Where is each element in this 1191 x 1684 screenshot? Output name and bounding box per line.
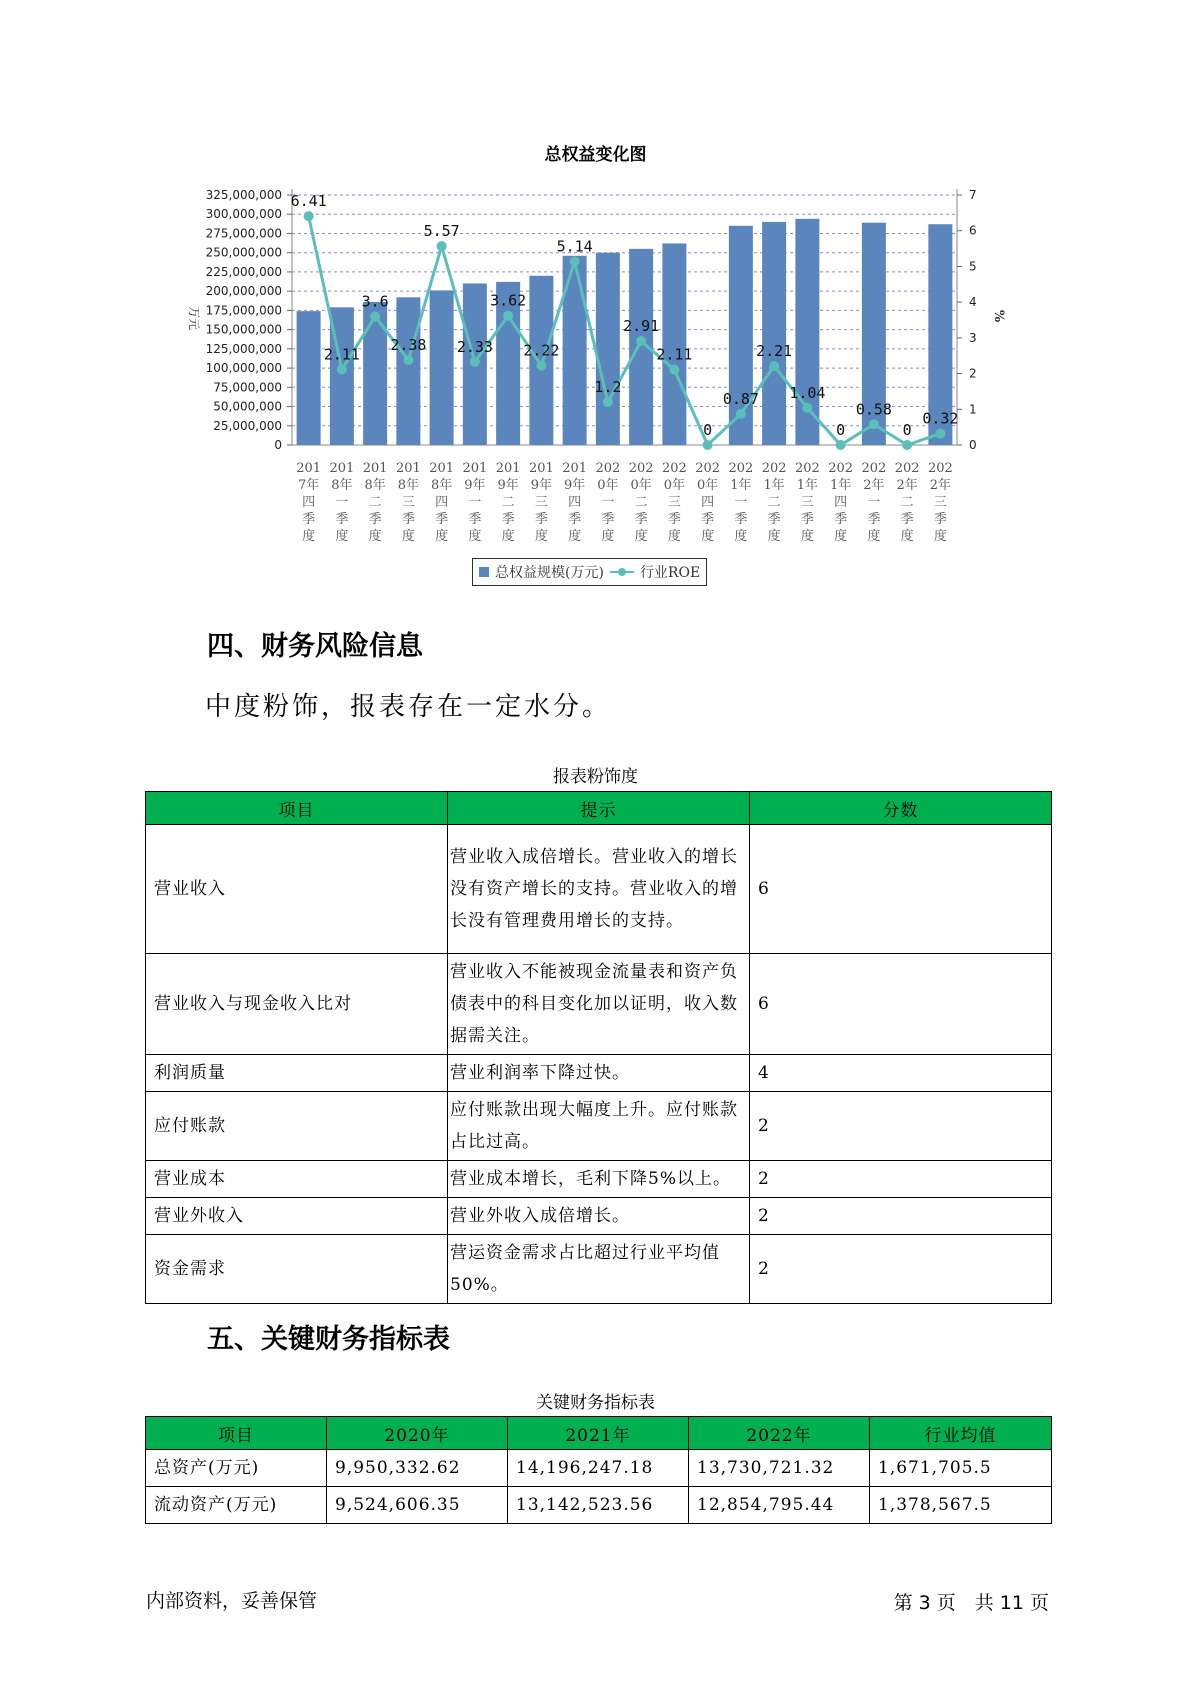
indicator-col-header: 2021年 <box>508 1417 689 1450</box>
risk-item: 资金需求 <box>146 1235 448 1304</box>
roe-data-label: 0.87 <box>722 389 759 408</box>
risk-score: 6 <box>750 825 1052 954</box>
indicator-cell: 1,378,567.5 <box>870 1487 1052 1524</box>
risk-item: 应付账款 <box>146 1092 448 1161</box>
legend-line-swatch <box>610 566 634 578</box>
bar <box>529 276 553 445</box>
x-tick-label: 202 2年三季度 <box>927 461 953 544</box>
risk-hint: 营业成本增长，毛利下降5%以上。 <box>448 1161 750 1198</box>
risk-score: 2 <box>750 1235 1052 1304</box>
x-tick-label: 201 9年二季度 <box>495 461 521 544</box>
right-tick-label: 2 <box>969 366 977 381</box>
x-tick-label: 202 1年二季度 <box>761 461 787 544</box>
roe-point <box>869 419 879 429</box>
bar <box>363 302 387 445</box>
roe-data-label: 0.32 <box>922 409 959 428</box>
roe-point <box>536 361 546 371</box>
x-tick-label: 202 0年一季度 <box>595 461 621 544</box>
section5-heading: 五、关键财务指标表 <box>207 1324 450 1355</box>
risk-item: 营业收入 <box>146 825 448 954</box>
table-row <box>146 1092 1052 1161</box>
left-tick-label: 175,000,000 <box>205 303 282 318</box>
right-tick-label: 1 <box>969 402 977 417</box>
indicator-table-caption: 关键财务指标表 <box>536 1393 655 1413</box>
roe-data-label: 1.2 <box>594 378 622 397</box>
roe-data-label: 3.6 <box>361 292 389 311</box>
left-tick-label: 75,000,000 <box>213 380 282 395</box>
roe-point <box>769 361 779 371</box>
roe-point <box>902 440 912 450</box>
risk-score: 4 <box>750 1055 1052 1092</box>
indicator-cell: 流动资产(万元) <box>146 1487 327 1524</box>
x-tick-label: 202 0年三季度 <box>661 461 687 544</box>
legend-bar-label: 总权益规模(万元) <box>495 565 604 581</box>
risk-item: 营业收入与现金收入比对 <box>146 954 448 1055</box>
left-tick-label: 325,000,000 <box>205 188 282 202</box>
roe-data-label: 2.21 <box>756 342 793 361</box>
risk-hint: 应付账款出现大幅度上升。应付账款占比过高。 <box>448 1092 750 1161</box>
right-tick-label: 5 <box>969 259 977 274</box>
bar <box>297 311 321 445</box>
roe-data-label: 2.91 <box>623 317 660 336</box>
y-axis-right-title: % <box>991 309 1006 323</box>
risk-score: 2 <box>750 1092 1052 1161</box>
roe-point <box>370 311 380 321</box>
roe-data-label: 5.57 <box>423 222 460 241</box>
roe-point <box>603 397 613 407</box>
right-tick-label: 3 <box>969 330 977 345</box>
indicator-col-header: 2020年 <box>327 1417 508 1450</box>
indicator-cell: 总资产(万元) <box>146 1450 327 1487</box>
x-tick-label: 201 9年三季度 <box>528 461 554 544</box>
chart-canvas <box>0 0 1191 560</box>
risk-hint: 营业收入不能被现金流量表和资产负债表中的科目变化加以证明，收入数据需关注。 <box>448 954 750 1055</box>
table-row <box>146 825 1052 954</box>
indicator-col-header: 项目 <box>146 1417 327 1450</box>
roe-point <box>437 241 447 251</box>
indicator-cell: 9,950,332.62 <box>327 1450 508 1487</box>
left-tick-label: 250,000,000 <box>205 245 282 260</box>
left-tick-label: 275,000,000 <box>205 226 282 241</box>
roe-point <box>636 336 646 346</box>
bar <box>596 253 620 445</box>
indicator-col-header: 行业均值 <box>870 1417 1052 1450</box>
table-row <box>146 1487 1052 1524</box>
risk-col-header: 分数 <box>750 792 1052 825</box>
roe-data-label: 0 <box>836 421 846 439</box>
risk-hint: 营业利润率下降过快。 <box>448 1055 750 1092</box>
roe-point <box>503 311 513 321</box>
left-tick-label: 100,000,000 <box>205 361 282 376</box>
risk-hint: 营业外收入成倍增长。 <box>448 1198 750 1235</box>
left-tick-label: 300,000,000 <box>205 207 282 222</box>
roe-data-label: 0.58 <box>855 400 892 419</box>
roe-data-label: 0 <box>703 421 713 439</box>
risk-col-header: 项目 <box>146 792 448 825</box>
indicator-cell: 13,142,523.56 <box>508 1487 689 1524</box>
risk-score: 2 <box>750 1198 1052 1235</box>
chart-title: 总权益变化图 <box>544 145 647 165</box>
risk-hint: 营业收入成倍增长。营业收入的增长没有资产增长的支持。营业收入的增长没有管理费用增长的支持。 <box>448 825 750 954</box>
x-tick-label: 202 2年一季度 <box>861 461 887 544</box>
roe-data-label: 0 <box>902 421 912 439</box>
indicator-cell: 1,671,705.5 <box>870 1450 1052 1487</box>
risk-summary: 中度粉饰，报表存在一定水分。 <box>205 692 612 722</box>
risk-score: 6 <box>750 954 1052 1055</box>
roe-point <box>470 357 480 367</box>
x-tick-label: 202 2年二季度 <box>894 461 920 544</box>
y-axis-left-title: 万元 <box>187 305 201 331</box>
table-row <box>146 1055 1052 1092</box>
right-tick-label: 0 <box>969 438 977 452</box>
risk-hint: 营运资金需求占比超过行业平均值50%。 <box>448 1235 750 1304</box>
legend-line-label: 行业ROE <box>639 565 701 581</box>
left-tick-label: 25,000,000 <box>213 418 282 433</box>
left-tick-label: 125,000,000 <box>205 341 282 356</box>
roe-data-label: 1.04 <box>789 383 826 402</box>
x-tick-label: 202 1年四季度 <box>828 461 854 544</box>
roe-data-label: 2.11 <box>323 345 360 364</box>
roe-point <box>836 440 846 450</box>
right-tick-label: 7 <box>969 188 977 202</box>
roe-data-label: 2.38 <box>390 336 427 354</box>
x-tick-label: 201 8年三季度 <box>395 461 421 544</box>
footer-confidential: 内部资料，妥善保管 <box>146 1590 318 1612</box>
roe-point <box>736 409 746 419</box>
x-tick-label: 201 9年一季度 <box>462 461 488 544</box>
legend-bar-swatch <box>479 567 489 577</box>
risk-table-header <box>146 792 1052 825</box>
roe-point <box>304 211 314 221</box>
x-tick-label: 201 7年四季度 <box>296 461 322 544</box>
indicator-col-header: 2022年 <box>689 1417 870 1450</box>
bar <box>662 243 686 445</box>
risk-col-header: 提示 <box>448 792 750 825</box>
table-row <box>146 1450 1052 1487</box>
risk-table <box>145 791 1052 1304</box>
table-row <box>146 1161 1052 1198</box>
x-tick-label: 201 8年四季度 <box>429 461 455 544</box>
left-tick-label: 200,000,000 <box>205 284 282 299</box>
risk-item: 营业外收入 <box>146 1198 448 1235</box>
table-row <box>146 954 1052 1055</box>
right-tick-label: 6 <box>969 223 977 238</box>
chart-legend <box>472 558 707 586</box>
x-tick-label: 202 1年三季度 <box>794 461 820 544</box>
indicator-cell: 13,730,721.32 <box>689 1450 870 1487</box>
x-tick-label: 201 8年二季度 <box>362 461 388 544</box>
x-tick-label: 202 1年一季度 <box>728 461 754 544</box>
indicator-cell: 12,854,795.44 <box>689 1487 870 1524</box>
roe-point <box>703 440 713 450</box>
section4-heading: 四、财务风险信息 <box>207 631 423 662</box>
risk-table-caption: 报表粉饰度 <box>553 767 638 787</box>
left-tick-label: 0 <box>274 438 282 452</box>
right-tick-label: 4 <box>969 295 977 310</box>
roe-point <box>669 365 679 375</box>
table-row <box>146 1198 1052 1235</box>
roe-data-label: 2.22 <box>523 341 560 360</box>
roe-point <box>802 403 812 413</box>
risk-item: 营业成本 <box>146 1161 448 1198</box>
roe-data-label: 2.33 <box>456 337 493 356</box>
footer-page-number: 第 3 页 共 11 页 <box>893 1592 1049 1614</box>
indicator-table <box>145 1416 1052 1524</box>
left-tick-label: 150,000,000 <box>205 322 282 337</box>
bar <box>762 222 786 445</box>
roe-point <box>403 355 413 365</box>
roe-point <box>570 256 580 266</box>
roe-data-label: 6.41 <box>290 192 327 211</box>
risk-item: 利润质量 <box>146 1055 448 1092</box>
left-tick-label: 50,000,000 <box>213 399 282 414</box>
bar <box>396 297 420 445</box>
roe-point <box>337 365 347 375</box>
x-tick-label: 201 9年四季度 <box>562 461 588 544</box>
indicator-cell: 14,196,247.18 <box>508 1450 689 1487</box>
x-tick-label: 202 0年四季度 <box>695 461 721 544</box>
roe-data-label: 5.14 <box>556 237 593 256</box>
roe-data-label: 2.11 <box>656 345 693 364</box>
roe-data-label: 3.62 <box>490 291 527 310</box>
roe-point <box>935 429 945 439</box>
bar <box>430 290 454 445</box>
risk-score: 2 <box>750 1161 1052 1198</box>
table-row <box>146 1235 1052 1304</box>
indicator-table-header <box>146 1417 1052 1450</box>
x-tick-label: 202 0年二季度 <box>628 461 654 544</box>
left-tick-label: 225,000,000 <box>205 264 282 279</box>
indicator-cell: 9,524,606.35 <box>327 1487 508 1524</box>
x-tick-label: 201 8年一季度 <box>329 461 355 544</box>
